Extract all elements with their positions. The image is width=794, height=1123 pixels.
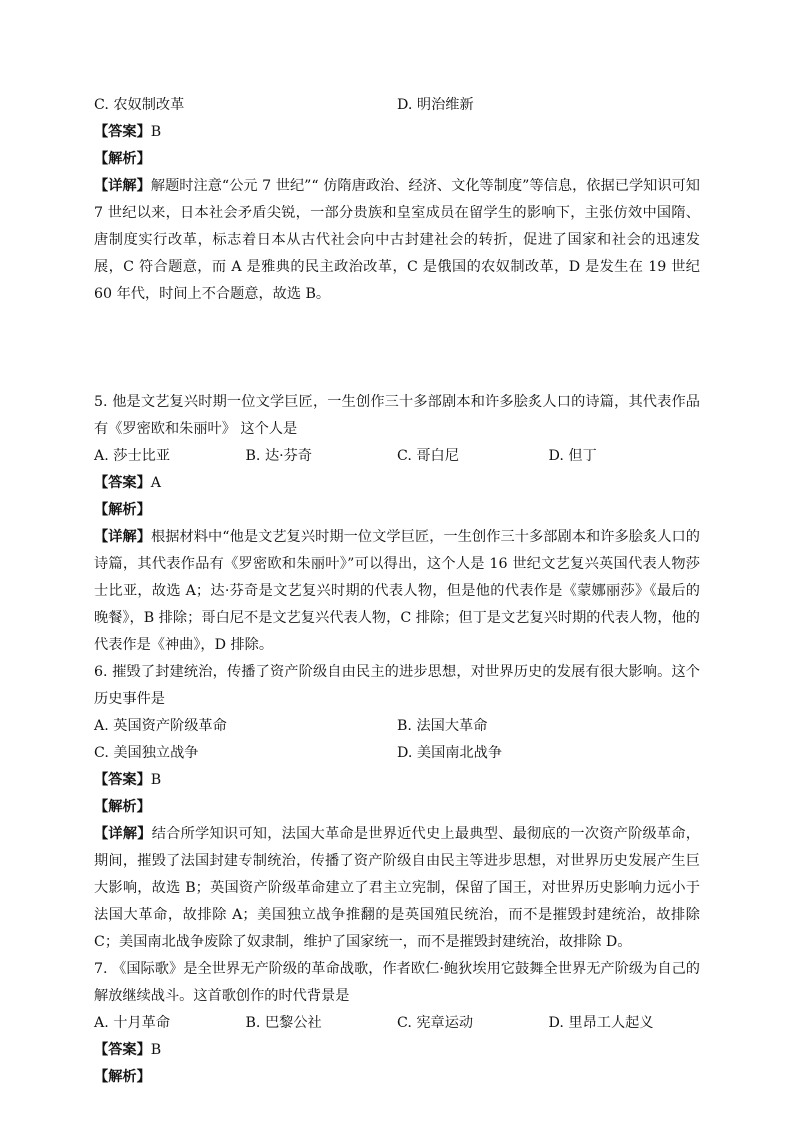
q5-answer [94, 470, 700, 497]
analysis-label: 【解析】 [94, 151, 151, 167]
q6-answer [94, 767, 700, 794]
q6-options-row1 [94, 713, 700, 740]
q5-option-c: C. 哥白尼 [397, 448, 459, 464]
q4-detail [94, 173, 700, 389]
q5-option-b: B. 达·芬奇 [245, 448, 313, 464]
q7-analysis [94, 1064, 700, 1091]
q4-answer [94, 119, 700, 146]
q5-options [94, 443, 700, 470]
analysis-label: 【解析】 [94, 1069, 151, 1085]
analysis-label: 【解析】 [94, 502, 151, 518]
q7-option-a: A. 十月革命 [94, 1015, 171, 1031]
q6-detail [94, 821, 700, 956]
analysis-label: 【解析】 [94, 799, 151, 815]
answer-label: 【答案】 [94, 772, 151, 788]
q6-option-d: D. 美国南北战争 [397, 745, 503, 761]
q5-analysis [94, 497, 700, 524]
detail-label: 【详解】 [94, 178, 151, 194]
q6-stem: 6. 摧毁了封建统治，传播了资产阶级自由民主的进步思想，对世界历史的发展有很大影响。这个历史事件是 [94, 664, 700, 707]
detail-text: 结合所学知识可知，法国大革命是世界近代史上最典型、最彻底的一次资产阶级革命，期间，摧毁了法国封建专制统治，传播了资产阶级自由民主等进步思想，对世界历史发展产生巨大影响，故选 B；英国资产阶级革命建立了君主立宪制，保留了国王，对世界历史影响力远小于法国大革命，故排除 A；美国独立战争推翻的是英国殖民统治，而不是摧毁封建统治，故排除 C；美国南北战争废除了奴隶制，维护了国家统一，而不是摧毁封建统治，故排除 D。 [94, 826, 700, 950]
q7-option-c: C. 宪章运动 [397, 1015, 474, 1031]
q5-option-a: A. 莎士比亚 [94, 448, 171, 464]
answer-value: B [150, 124, 162, 140]
detail-text: 根据材料中“他是文艺复兴时期一位文学巨匠，一生创作三十多部剧本和许多脍炙人口的诗篇，其代表作品有《罗密欧和朱丽叶》”可以得出，这个人是 16 世纪文艺复兴英国代表人物莎士比亚，故选 A；达·芬奇是文艺复兴时期的代表人物，但是他的代表作是《蒙娜丽莎》《最后的晚餐》，B 排除；哥白尼不是文艺复兴代表人物，C 排除；但丁是文艺复兴时期的代表人物，他的代表作是《神曲》，D 排除。 [94, 529, 700, 653]
q5-option-d: D. 但丁 [548, 448, 597, 464]
detail-label: 【详解】 [94, 826, 152, 842]
q7-option-b: B. 巴黎公社 [245, 1015, 322, 1031]
q7-answer [94, 1037, 700, 1064]
q6-option-c: C. 美国独立战争 [94, 745, 199, 761]
q7-options [94, 1010, 700, 1037]
document-page [94, 92, 700, 1091]
q7-stem: 7. 《国际歌》是全世界无产阶级的革命战歌，作者欧仁·鲍狄埃用它鼓舞全世界无产阶级为自己的解放继续战斗。这首歌创作的时代背景是 [94, 961, 700, 1004]
q4-option-c: C. 农奴制改革 [94, 97, 185, 113]
q4-option-d: D. 明治维新 [397, 97, 474, 113]
q5-detail [94, 524, 700, 659]
q7-option-d: D. 里昂工人起义 [548, 1015, 654, 1031]
detail-label: 【详解】 [94, 529, 152, 545]
answer-value: A [150, 475, 162, 491]
answer-label: 【答案】 [94, 1042, 151, 1058]
detail-text: 解题时注意“公元 7 世纪”“ 仿隋唐政治、经济、文化等制度”等信息，依据已学知识可知 7 世纪以来，日本社会矛盾尖锐，一部分贵族和皇室成员在留学生的影响下，主张仿效中国隋、唐制度实行改革，标志着日本从古代社会向中古封建社会的转折，促进了国家和社会的迅速发展，C 符合题意，而 A 是雅典的民主政治改革，C 是俄国的农奴制改革，D 是发生在 19 世纪 60 年代，时间上不合题意，故选 B。 [94, 178, 700, 302]
answer-value: B [150, 772, 162, 788]
answer-value: B [150, 1042, 162, 1058]
q6-options-row2 [94, 740, 700, 767]
q6-analysis [94, 794, 700, 821]
answer-label: 【答案】 [94, 475, 151, 491]
q6-option-b: B. 法国大革命 [397, 718, 488, 734]
q5-stem: 5. 他是文艺复兴时期一位文学巨匠，一生创作三十多部剧本和许多脍炙人口的诗篇，其代表作品有《罗密欧和朱丽叶》 这个人是 [94, 394, 700, 437]
q4-analysis [94, 146, 700, 173]
q6-option-a: A. 英国资产阶级革命 [94, 718, 227, 734]
answer-label: 【答案】 [94, 124, 151, 140]
q4-options [94, 92, 700, 119]
